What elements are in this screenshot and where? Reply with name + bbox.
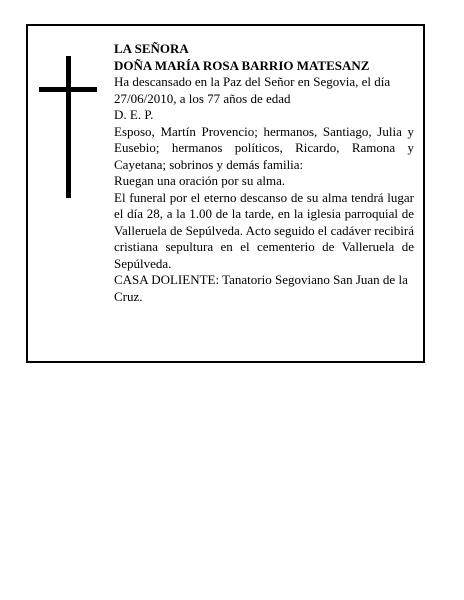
family-list: Esposo, Martín Provencio; hermanos, Santiago, Julia y Eusebio; hermanos políticos, Ricardo, Ramona y Cayetana; sobrinos y demás familia: <box>114 123 414 172</box>
obituary-notice <box>26 24 425 363</box>
cross-icon-crossbar <box>39 87 97 92</box>
obituary-text <box>114 41 414 305</box>
heading-title: LA SEÑORA <box>114 41 189 56</box>
funeral-details: El funeral por el eterno descanso de su alma tendrá lugar el día 28, a la 1.00 de la tarde, en la iglesia parroquial de Valleruela de Sepúlveda. Acto seguido el cadáver recibirá cristiana sepultura en el cementerio de Valleruela de Sepúlveda. <box>114 189 414 271</box>
death-statement: Ha descansado en la Paz del Señor en Segovia, el día 27/06/2010, a los 77 años de edad <box>114 74 391 106</box>
prayer-request: Ruegan una oración por su alma. <box>114 173 286 188</box>
deceased-name: DOÑA MARÍA ROSA BARRIO MATESANZ <box>114 57 370 73</box>
dep-text: D. E. P. <box>114 107 154 122</box>
cross-icon <box>66 56 71 198</box>
casa-doliente: CASA DOLIENTE: Tanatorio Segoviano San Juan de la Cruz. <box>114 272 408 304</box>
